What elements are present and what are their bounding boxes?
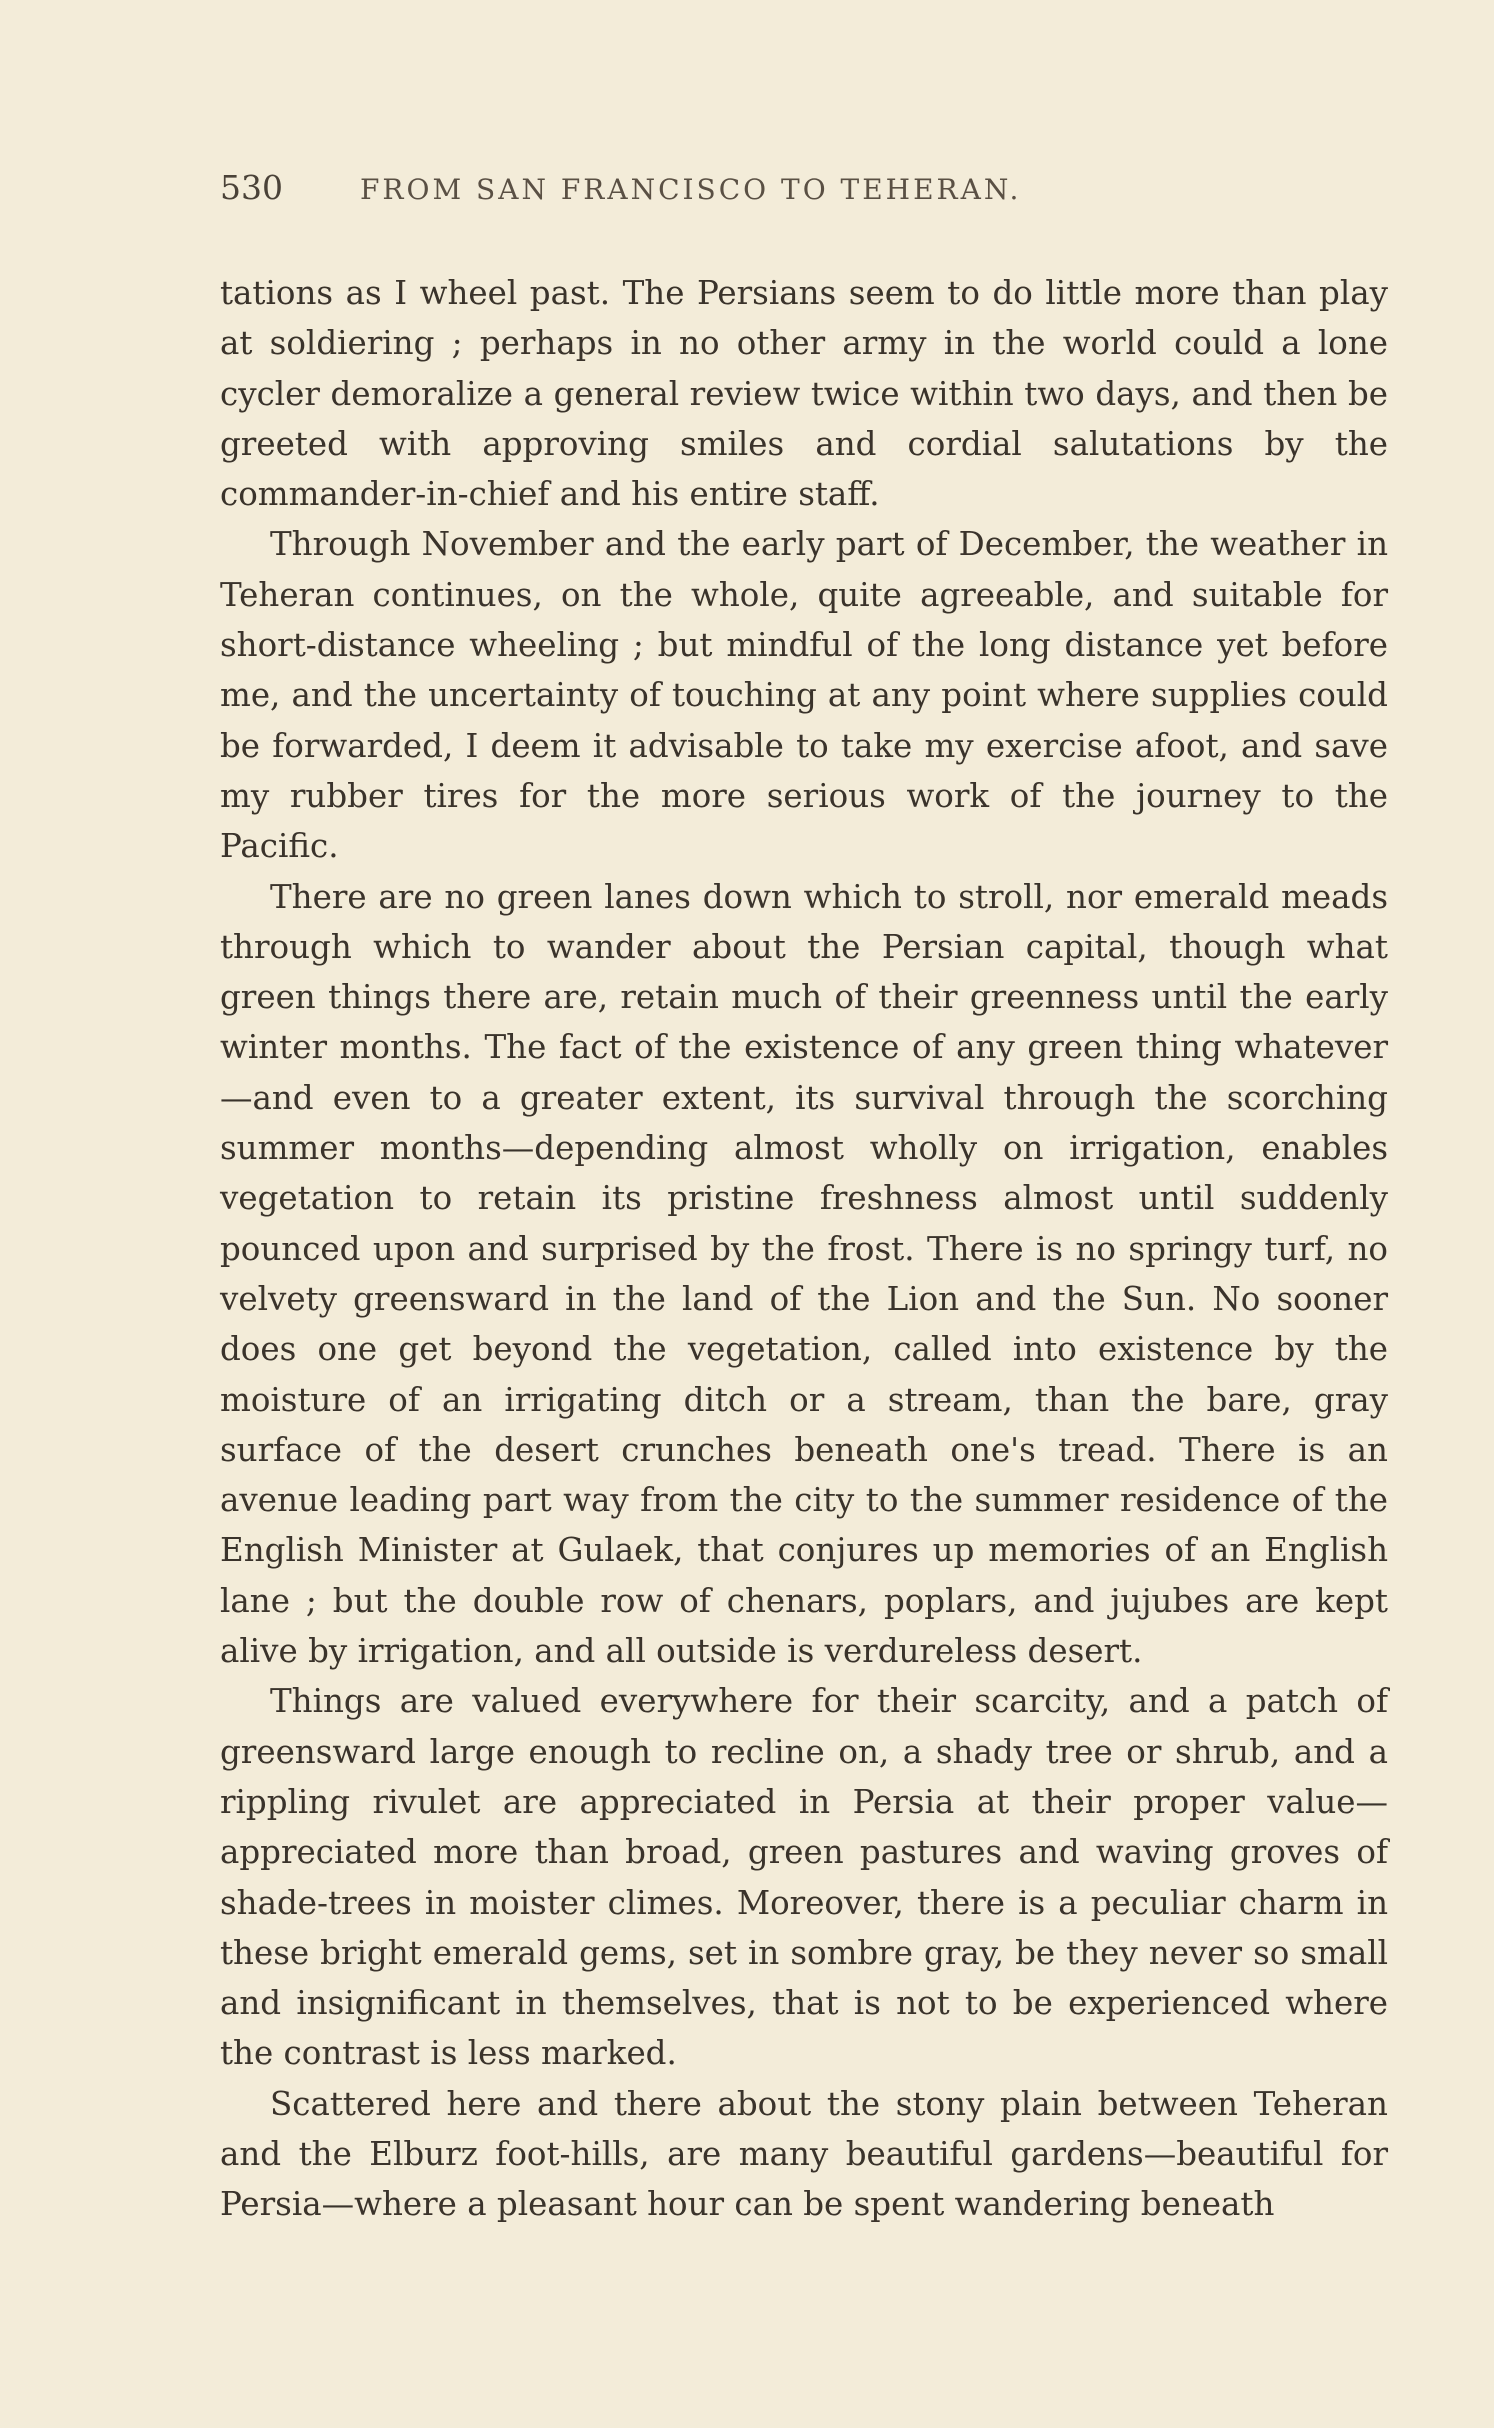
paragraph-4: Things are valued everywhere for their scarcity, and a patch of greensward large enough to recline on, a shady tree or shrub, and a rippling rivulet are appreciated in Persia at their proper value—appreciated more than broad, green pastures and waving groves of shade-trees in moister climes. Moreover, there is a peculiar charm in these bright emerald gems, set in sombre gray, be they never so small and insignificant in themselves, that is not to be experienced where the contrast is less marked. [220,1682,1388,2073]
body-text [220,268,1388,2230]
paragraph-1: tations as I wheel past. The Persians seem to do little more than play at soldiering ; perhaps in no other army in the world could a lone cycler demoralize a general review twice within two days, and then be greeted with approving smiles and cordial salutations by the commander-in-chief and his entire staff. [220,274,1388,514]
paragraph-3: There are no green lanes down which to stroll, nor emerald meads through which to wander about the Persian capital, though what green things there are, retain much of their greenness until the early winter months. The fact of the existence of any green thing whatever—and even to a greater extent, its survival through the scorching summer months—depending almost wholly on irrigation, enables vegetation to retain its pristine freshness almost until suddenly pounced upon and surprised by the frost. There is no springy turf, no velvety greensward in the land of the Lion and the Sun. No sooner does one get beyond the vegetation, called into existence by the moisture of an irrigating ditch or a stream, than the bare, gray surface of the desert crunches beneath one's tread. There is an avenue leading part way from the city to the summer residence of the English Minister at Gulaek, that conjures up memories of an English lane ; but the double row of chenars, poplars, and jujubes are kept alive by irrigation, and all outside is verdureless desert. [220,877,1388,1671]
paragraph-2: Through November and the early part of December, the weather in Teheran continues, on the whole, quite agreeable, and suitable for short-distance wheeling ; but mindful of the long distance yet before me, and the uncertainty of touching at any point where supplies could be forwarded, I deem it advisable to take my exercise afoot, and save my rubber tires for the more serious work of the journey to the Pacific. [220,525,1388,866]
running-head [220,168,1388,228]
page-number: 530 [220,168,283,207]
book-page [220,168,1388,2230]
paragraph-5: Scattered here and there about the stony plain between Teheran and the Elburz foot-hills, are many beautiful gardens—beautiful for Persia—where a pleasant hour can be spent wandering beneath [220,2084,1388,2224]
running-title: FROM SAN FRANCISCO TO TEHERAN. [360,173,1022,206]
